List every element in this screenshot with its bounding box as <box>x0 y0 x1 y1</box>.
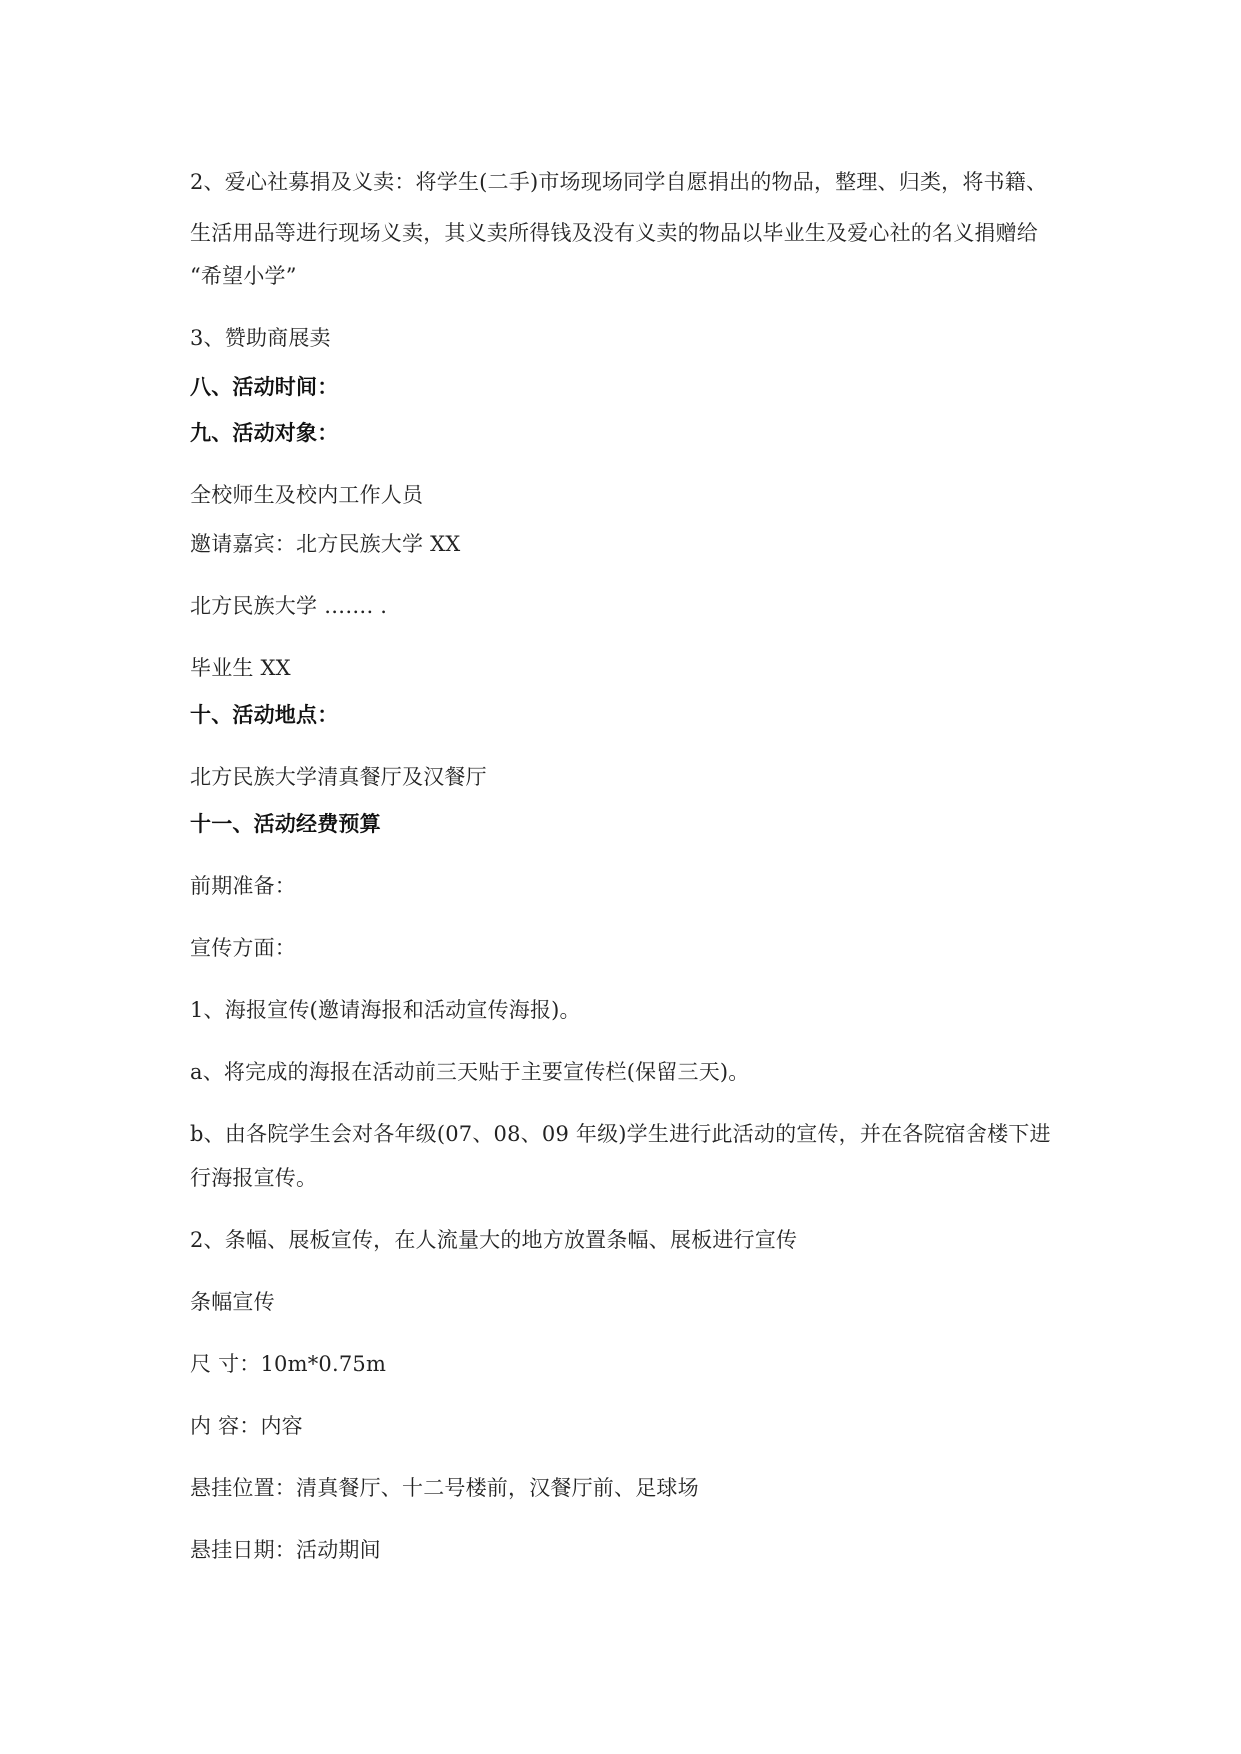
paragraph-line: 3、赞助商展卖 <box>190 326 331 350</box>
paragraph-line: 尺 寸：10m*0.75m <box>190 1352 387 1376</box>
paragraph-line: 悬挂日期：活动期间 <box>190 1538 381 1562</box>
section-heading: 十、活动地点： <box>190 703 339 727</box>
section-heading: 八、活动时间： <box>190 375 339 399</box>
paragraph-line: 全校师生及校内工作人员 <box>190 483 424 507</box>
paragraph-line: 前期准备： <box>190 874 296 898</box>
paragraph-line: 内 容：内容 <box>190 1414 303 1438</box>
paragraph-line: 宣传方面： <box>190 936 296 960</box>
paragraph-line: 2、条幅、展板宣传，在人流量大的地方放置条幅、展板进行宣传 <box>190 1228 798 1252</box>
section-heading: 九、活动对象： <box>190 421 339 445</box>
paragraph-line: 生活用品等进行现场义卖，其义卖所得钱及没有义卖的物品以毕业生及爱心社的名义捐赠给 <box>190 221 1038 245</box>
paragraph-line: 1、海报宣传(邀请海报和活动宣传海报)。 <box>190 998 581 1022</box>
paragraph-line: 邀请嘉宾：北方民族大学 XX <box>190 532 461 556</box>
paragraph-line: 毕业生 XX <box>190 656 291 680</box>
section-heading: 十一、活动经费预算 <box>190 812 381 836</box>
paragraph-line: 北方民族大学 ……. . <box>190 594 388 618</box>
paragraph-line: “希望小学” <box>190 264 297 288</box>
paragraph-line: 2、爱心社募捐及义卖：将学生(二手)市场现场同学自愿捐出的物品，整理、归类，将书籍、 <box>190 170 1048 194</box>
paragraph-line: a、将完成的海报在活动前三天贴于主要宣传栏(保留三天)。 <box>190 1060 750 1084</box>
paragraph-line: 行海报宣传。 <box>190 1166 318 1190</box>
paragraph-line: b、由各院学生会对各年级(07、08、09 年级)学生进行此活动的宣传，并在各院宿舍楼下进 <box>190 1122 1051 1146</box>
paragraph-line: 条幅宣传 <box>190 1290 275 1314</box>
paragraph-line: 北方民族大学清真餐厅及汉餐厅 <box>190 765 487 789</box>
paragraph-line: 悬挂位置：清真餐厅、十二号楼前，汉餐厅前、足球场 <box>190 1476 699 1500</box>
